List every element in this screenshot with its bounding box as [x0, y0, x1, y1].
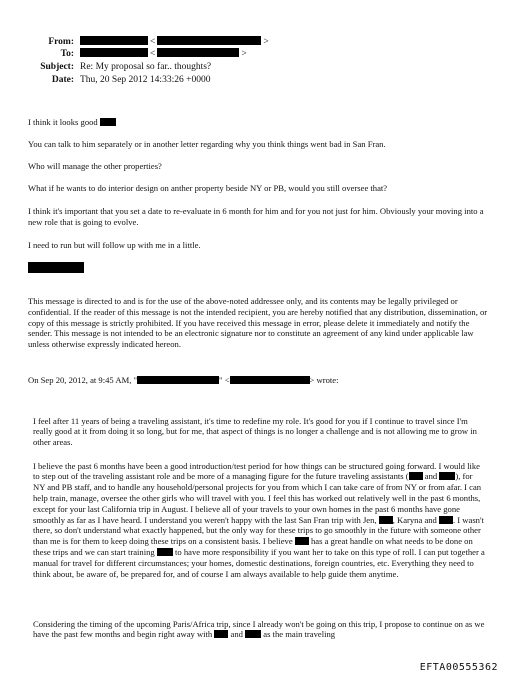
- redacted-block: [157, 548, 173, 556]
- redacted-block: [214, 630, 228, 638]
- quote-intro-mid: " <: [219, 375, 230, 385]
- quoted-text: I believe the past 6 months have been a good introduction/test period for how things can be structured going forward. I would like to step out of the traveling assistant role and be more of a managing figure for the future traveling assistants (: [33, 460, 481, 482]
- body-paragraph: [28, 139, 488, 150]
- redacted-block: [157, 48, 239, 57]
- body-text: I need to run but will follow up with me in a little.: [28, 240, 201, 250]
- quoted-text: as the main traveling: [261, 629, 336, 640]
- redacted-block: [230, 376, 310, 384]
- quoted-text: I feel after 11 years of being a traveling assistant, it's time to redefine my role. It's good for you if I continue to travel since I'm really good at it from doing it so long, but for me, that aspect of things is no longer a challenge and is not allowing me to grow in other areas.: [33, 415, 477, 448]
- redacted-block: [100, 118, 116, 126]
- document-id: EFTA00555362: [419, 662, 498, 673]
- redacted-block: [80, 48, 148, 57]
- quoted-paragraph: [33, 452, 485, 588]
- angle-close: >: [263, 37, 269, 47]
- quoted-text: . I wasn't there, so don't understand what exactly happened, but the only way for these trips to go smoothly in the future with someone other than me is for them to keep doing these trips on a consistent basis. I believe: [33, 514, 484, 547]
- to-value: [80, 48, 249, 60]
- redacted-block: [439, 516, 453, 524]
- redacted-block: [137, 376, 219, 384]
- quoted-text: has a great handle on what needs to be done on these trips and we can start training: [33, 536, 473, 557]
- body-paragraph: [28, 161, 488, 172]
- body-paragraph: [28, 240, 488, 251]
- angle-close: >: [241, 49, 247, 59]
- quote-intro-suffix: > wrote:: [309, 375, 339, 385]
- redacted-block: [439, 472, 455, 480]
- quoted-text: to have more responsibility if you want her to take on this type of roll. I can put together a manual for travel for different circumstances; your homes, domestic destinations, foreign countries, etc. Everything they need to think about, be aware of, be prepared for, and of course I am always available to help guide them anytime.: [33, 546, 485, 579]
- quote-intro-prefix: On Sep 20, 2012, at 9:45 AM, ": [28, 375, 138, 385]
- date-label: Date:: [51, 75, 74, 85]
- body-text: Who will manage the other properties?: [28, 161, 162, 171]
- angle-open: <: [150, 49, 156, 59]
- date-value: Thu, 20 Sep 2012 14:33:26 +0000: [80, 75, 211, 85]
- disclaimer-text: This message is directed to and is for the use of the above-noted addressee only, and its contents may be legally privileged or confidential. If the reader of this message is not the intended recipient, you are hereby notified that any distribution, dissemination, or copy of this message is strictly prohibited. If you have received this message in error, please delete it immediately and notify the sender. This message is not intended to be an electronic signature nor to constitute an agreement of any kind under applicable law unless otherwise expressly indicated hereon.: [28, 296, 488, 350]
- redacted-block: [245, 630, 261, 638]
- from-label: From:: [48, 37, 74, 47]
- quoted-text: and: [422, 471, 440, 482]
- redacted-signature: [28, 262, 84, 273]
- body-text: I think it looks good: [28, 117, 98, 127]
- from-value: [80, 36, 271, 48]
- to-label: To:: [60, 49, 74, 59]
- quoted-text: and: [228, 629, 246, 640]
- body-paragraph: [28, 206, 488, 228]
- quoted-text: ), for NY and PB staff, and to handle any household/personal projects for you from which I can take care of from NY or from afar. I can help train, manage, oversee the other girls who will travel with you. I feel this has worked out relatively well in the past 6 months, except for your last California trip in August. I believe all of your travels to your own homes in the past 6 months have gone smoothly as far as I have heard. I understand you weren't happy with the last San Fran trip with Jen,: [33, 471, 482, 525]
- redacted-block: [379, 516, 393, 524]
- quoted-paragraph: [33, 610, 485, 649]
- quoted-text: , Karyna and: [392, 514, 439, 525]
- redacted-block: [409, 472, 423, 480]
- redacted-block: [80, 36, 148, 45]
- body-text: You can talk to him separately or in another letter regarding why you think things went bad in San Fran.: [28, 139, 386, 149]
- angle-open: <: [150, 37, 156, 47]
- subject-value: Re: My proposal so far.. thoughts?: [80, 62, 212, 72]
- body-paragraph: [28, 117, 488, 128]
- subject-label: Subject:: [40, 62, 74, 72]
- redacted-block: [295, 537, 309, 545]
- quote-intro: [28, 375, 488, 386]
- quoted-paragraph: [33, 407, 485, 457]
- quoted-text: Considering the timing of the upcoming Paris/Africa trip, since I already won't be going on this trip, I propose to continue on as we have the past few months and begin right away with: [33, 618, 485, 640]
- body-text: I think it's important that you set a date to re-evaluate in 6 month for him and for you not just for him. Obviously your moving into a new role that is going to evolve.: [28, 206, 484, 227]
- body-paragraph: [28, 183, 488, 194]
- body-text: What if he wants to do interior design on anther property beside NY or PB, would you still oversee that?: [28, 183, 388, 193]
- disclaimer: [28, 296, 488, 350]
- redacted-block: [157, 36, 261, 45]
